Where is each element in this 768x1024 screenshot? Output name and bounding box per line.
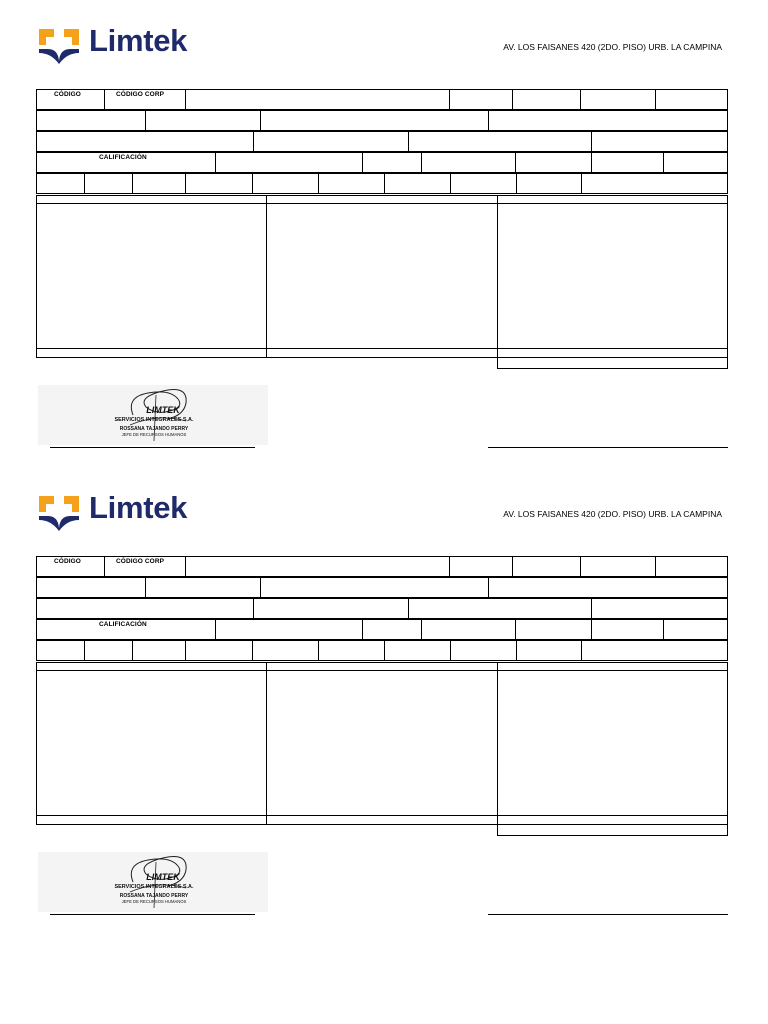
form-cell (421, 619, 516, 640)
form-cell (515, 152, 592, 173)
codigo-label: CÓDIGO (54, 558, 81, 565)
form-cell (84, 640, 133, 661)
company-address: AV. LOS FAISANES 420 (2DO. PISO) URB. LA CAMPINA (503, 42, 722, 52)
form-cell (408, 131, 592, 152)
form-cell (591, 619, 664, 640)
limtek-logo-icon (36, 27, 82, 65)
codigo-corp-label: CÓDIGO CORP (116, 91, 165, 98)
form-cell (515, 619, 592, 640)
form-cell (581, 640, 728, 661)
form-cell (591, 598, 728, 619)
form-cell (36, 131, 254, 152)
form-cell (449, 89, 513, 110)
column-total-1 (36, 348, 267, 358)
employer-signature-line (50, 914, 255, 915)
form-cell (408, 598, 592, 619)
form-cell (512, 556, 581, 577)
net-total-cell (497, 824, 728, 836)
handwritten-signature-icon (38, 852, 268, 912)
form-cell (512, 89, 581, 110)
calificacion-cell (36, 619, 216, 640)
codigo-corp-cell (104, 89, 186, 110)
employer-signature-line (50, 447, 255, 448)
form-cell (36, 110, 146, 131)
form-cell (655, 89, 728, 110)
form-cell (591, 131, 728, 152)
signature-stamp (38, 385, 268, 445)
form-cell (185, 640, 253, 661)
calificacion-label: CALIFICACIÓN (99, 154, 147, 161)
calificacion-label: CALIFICACIÓN (99, 621, 147, 628)
form-cell (384, 173, 451, 194)
form-cell (362, 619, 422, 640)
form-cell (362, 152, 422, 173)
form-cell (84, 173, 133, 194)
handwritten-signature-icon (38, 385, 268, 445)
form-cell (185, 89, 450, 110)
limtek-logo-icon (36, 494, 82, 532)
column-total-1 (36, 815, 267, 825)
column-body-1 (36, 670, 267, 816)
calificacion-cell (36, 152, 216, 173)
company-address: AV. LOS FAISANES 420 (2DO. PISO) URB. LA CAMPINA (503, 509, 722, 519)
column-total-2 (266, 348, 498, 358)
form-cell (36, 173, 85, 194)
svg-text:LIMTEK: LIMTEK (146, 872, 180, 882)
form-cell (215, 619, 363, 640)
form-cell (260, 110, 489, 131)
form-cell (580, 556, 656, 577)
form-cell (145, 577, 261, 598)
form-cell (488, 577, 728, 598)
form-cell (260, 577, 489, 598)
column-body-3 (497, 670, 728, 816)
form-cell (318, 173, 385, 194)
form-cell (450, 640, 517, 661)
column-body-3 (497, 203, 728, 349)
form-cell (384, 640, 451, 661)
logo-wordmark: Limtek (89, 490, 188, 525)
form-cell (488, 110, 728, 131)
form-cell (215, 152, 363, 173)
employee-signature-line (488, 447, 728, 448)
svg-text:SERVICIOS INTEGRALES S.A.: SERVICIOS INTEGRALES S.A. (114, 417, 194, 423)
codigo-label: CÓDIGO (54, 91, 81, 98)
codigo-corp-label: CÓDIGO CORP (116, 558, 165, 565)
form-cell (252, 173, 319, 194)
form-cell (132, 640, 186, 661)
form-cell (580, 89, 656, 110)
column-total-2 (266, 815, 498, 825)
codigo-cell (36, 556, 105, 577)
form-cell (145, 110, 261, 131)
form-cell (655, 556, 728, 577)
svg-text:LIMTEK: LIMTEK (146, 405, 180, 415)
column-body-1 (36, 203, 267, 349)
form-cell (516, 640, 582, 661)
svg-text:ROSSANA TAJANDO PERRY: ROSSANA TAJANDO PERRY (119, 426, 189, 432)
codigo-cell (36, 89, 105, 110)
form-cell (663, 152, 728, 173)
column-body-2 (266, 203, 498, 349)
form-cell (36, 577, 146, 598)
logo-wordmark: Limtek (89, 23, 188, 58)
net-total-cell (497, 357, 728, 369)
svg-text:ROSSANA TAJANDO PERRY: ROSSANA TAJANDO PERRY (119, 893, 189, 899)
svg-text:JEFE DE RECURSOS HUMANOS: JEFE DE RECURSOS HUMANOS (121, 899, 187, 904)
svg-text:SERVICIOS INTEGRALES S.A.: SERVICIOS INTEGRALES S.A. (114, 884, 194, 890)
employee-signature-line (488, 914, 728, 915)
form-cell (450, 173, 517, 194)
form-cell (185, 173, 253, 194)
form-cell (663, 619, 728, 640)
form-cell (581, 173, 728, 194)
form-cell (36, 640, 85, 661)
company-logo (36, 490, 196, 533)
signature-stamp (38, 852, 268, 912)
form-cell (36, 598, 254, 619)
form-cell (253, 598, 409, 619)
form-cell (516, 173, 582, 194)
form-cell (253, 131, 409, 152)
form-cell (591, 152, 664, 173)
form-cell (421, 152, 516, 173)
form-cell (318, 640, 385, 661)
company-logo (36, 23, 196, 66)
payslip-copy (0, 0, 768, 468)
payslip-copy (0, 467, 768, 935)
column-body-2 (266, 670, 498, 816)
codigo-corp-cell (104, 556, 186, 577)
form-cell (252, 640, 319, 661)
form-cell (449, 556, 513, 577)
svg-text:JEFE DE RECURSOS HUMANOS: JEFE DE RECURSOS HUMANOS (121, 432, 187, 437)
form-cell (132, 173, 186, 194)
form-cell (185, 556, 450, 577)
